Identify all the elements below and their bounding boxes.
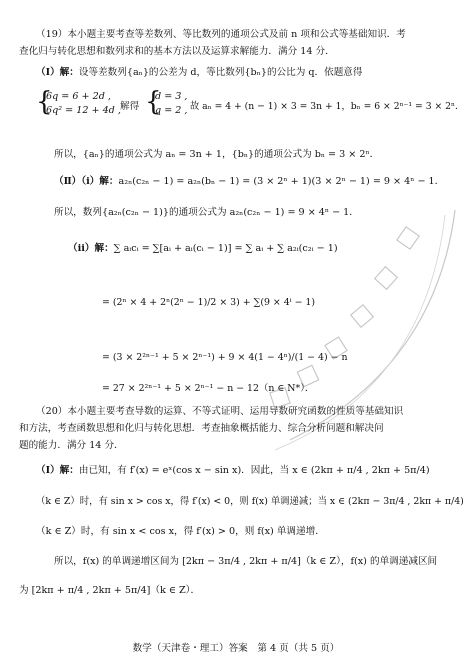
page-footer: 数学（天津卷・理工）答案 第 4 页（共 5 页） bbox=[132, 643, 340, 654]
sum-step1: = (2ⁿ × 4 + 2ⁿ(2ⁿ − 1)/2 × 3) + ∑(9 × 4ⁱ − 1) bbox=[102, 297, 316, 308]
solve-word: 解得 bbox=[120, 101, 140, 112]
q20-part1-line3: （k ∈ Z）时，有 sin x < cos x，得 f′(x) > 0，则 f(x) 单调递增． bbox=[36, 526, 325, 537]
q19-part1-text: 设等差数列{aₙ}的公差为 d，等比数列{bₙ}的公比为 q．依题意得 bbox=[78, 67, 363, 78]
q20-part1-conclusion1: 所以，f(x) 的单调递增区间为 [2kπ − 3π/4 , 2kπ + π/4]（k ∈ Z），f(x) 的单调递减区间 bbox=[54, 556, 438, 567]
q20-intro-line3: 题的能力．满分 14 分． bbox=[19, 440, 124, 451]
q20-intro-line2: 和方法，考查函数思想和化归与转化思想．考查抽象概括能力、综合分析问题和解决问 bbox=[19, 423, 384, 434]
system-eq2: 6q² = 12 + 4d , bbox=[46, 105, 121, 116]
q19-part2i bbox=[54, 176, 444, 188]
system-brace-left: { bbox=[36, 87, 53, 117]
q19-intro-line2: 查化归与转化思想和数列求和的基本方法以及运算求解能力．满分 14 分． bbox=[19, 46, 335, 57]
solution-d: d = 3 , bbox=[155, 91, 188, 102]
q19-part2i-label: （Ⅱ）（ⅰ）解： bbox=[54, 176, 119, 187]
q19-part2i-text: a₂ₙ(c₂ₙ − 1) = a₂ₙ(bₙ − 1) = (3 × 2ⁿ + 1)(3 × 2ⁿ − 1) = 9 × 4ⁿ − 1． bbox=[118, 176, 445, 187]
q20-intro-line1: （20）本小题主要考查导数的运算、不等式证明、运用导数研究函数的性质等基础知识 bbox=[36, 406, 404, 417]
q19-intro-line1: （19）本小题主要考查等差数列、等比数列的通项公式及前 n 项和公式等基础知识．考 bbox=[36, 29, 406, 40]
q19-part1 bbox=[36, 67, 363, 79]
sum-step3: = 27 × 2²ⁿ⁻¹ + 5 × 2ⁿ⁻¹ − n − 12（n ∈ N*）． bbox=[102, 383, 315, 394]
system-eq1: 6q = 6 + 2d , bbox=[46, 91, 111, 102]
sum-step2: = (3 × 2²ⁿ⁻¹ + 5 × 2ⁿ⁻¹) + 9 × 4(1 − 4ⁿ)/(1 − 4) − n bbox=[102, 352, 348, 363]
general-terms-derivation: 故 aₙ = 4 + (n − 1) × 3 = 3n + 1，bₙ = 6 × 2ⁿ⁻¹ = 3 × 2ⁿ． bbox=[190, 101, 465, 112]
q19-part1-label: （Ⅰ）解： bbox=[36, 67, 79, 78]
exam-authority-watermark bbox=[250, 200, 470, 460]
q20-part1-line2: （k ∈ Z）时，有 sin x > cos x，得 f′(x) < 0，则 f(x) 单调递减；当 x ∈ (2kπ − 3π/4 , 2kπ + π/4) bbox=[36, 496, 464, 507]
q20-part1-label: （Ⅰ）解： bbox=[36, 465, 79, 476]
q19-part2ii bbox=[68, 243, 338, 255]
q20-part1-text: 由已知，有 f′(x) = eˣ(cos x − sin x)．因此，当 x ∈ (2kπ + π/4 , 2kπ + 5π/4) bbox=[78, 465, 430, 476]
solution-q: q = 2 , bbox=[155, 105, 188, 116]
q19-part1-conclusion: 所以，{aₙ}的通项公式为 aₙ = 3n + 1，{bₙ}的通项公式为 bₙ = 3 × 2ⁿ． bbox=[54, 149, 380, 160]
solution-brace-left: { bbox=[145, 87, 162, 117]
q19-part2i-conclusion: 所以，数列{a₂ₙ(c₂ₙ − 1)}的通项公式为 a₂ₙ(c₂ₙ − 1) = 9 × 4ⁿ − 1． bbox=[54, 207, 359, 218]
q20-part1 bbox=[36, 465, 430, 477]
q19-part2ii-label: （ⅱ）解： bbox=[68, 243, 114, 254]
q20-part1-conclusion2: 为 [2kπ + π/4 , 2kπ + 5π/4]（k ∈ Z）． bbox=[19, 585, 201, 596]
q19-part2ii-text: ∑ aᵢcᵢ = ∑[aᵢ + aᵢ(cᵢ − 1)] = ∑ aᵢ + ∑ a₂ᵢ(c₂ᵢ − 1) bbox=[113, 243, 338, 254]
